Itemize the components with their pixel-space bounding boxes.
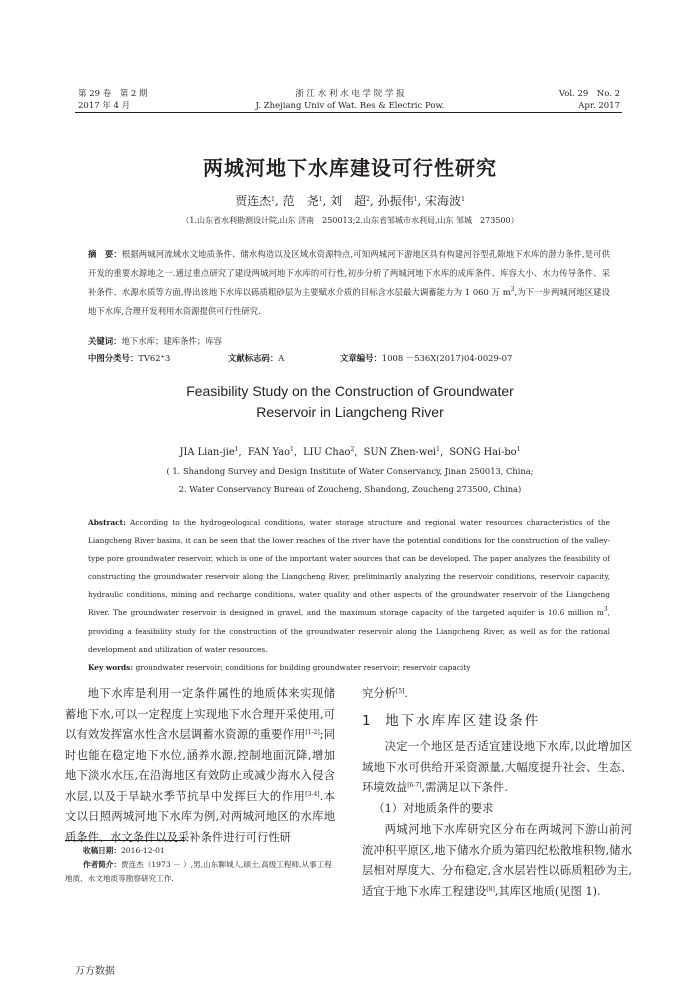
journal-volume-issue: 第 29 卷 第 2 期 2017 年 4 月	[78, 89, 148, 111]
watermark: 万方数据	[75, 966, 115, 977]
author: 宋海波	[425, 194, 462, 208]
journal-volume-en: Vol. 29 No. 2 Apr. 2017	[558, 89, 620, 111]
body-right-paragraph: 决定一个地区是否适宜建设地下水库,以此增加区域地下水可供给开采资源量,大幅度提升社会、生态、环境效益[6-7],需满足以下条件.	[362, 740, 632, 794]
keywords-cn: 关键词：地下水库；建库条件；库容	[88, 336, 222, 346]
paper-title-en: Feasibility Study on the Construction of Groundwater Reservoir in Liangcheng River	[186, 383, 514, 420]
section-heading: 1 地下水库库区建设条件	[362, 713, 541, 729]
author-list-en: JIA Lian-jie$^1$, FAN Yao$^1$, LIU Chao$^2$, SUN Zhen-wei$^1$, SONG Hai-$bo^1$	[179, 446, 521, 458]
paper-title: 两城河地下水库建设可行性研究	[203, 156, 497, 180]
author-list: 贾连杰$^1$, 范 尧$^1$, 刘 超$^2$, 孙振伟$^1$, 宋海波$^1$	[235, 194, 465, 208]
classification-info: 中图分类号：TV62⁺3 文献标志码：A 文章编号：1008 －536X(2017)04-0029-07	[88, 353, 513, 363]
author: 孙振伟	[377, 194, 414, 208]
journal-name: 浙 江 水 利 水 电 学 院 学 报 J. Zhejiang Univ of Wat. Res & Electric Pow.	[255, 89, 445, 111]
abstract-cn: 摘 要：根据两城河流域水文地质条件、储水构造以及区域水资源特点,可知两城河下游地区具有构建河谷型孔隙地下水库的潜力条件,是可供开发的重要水源地之一.通过重点研究了建设两城河地下水库的可行性,初步分析了两城河地下水库的成库条件、库容大小、水力传导条件、采补条件、水源水质等方面,得出该地下水库以砾质粗砂层为主要赋水介质的目标含水层最大调蓄能力为 1 060 万 $m^3$,为下一步两城河地区建设地下水库,合理开发利用水资源提供可行性研究.	[88, 249, 610, 316]
abstract-en: Abstract: According to the hydrogeological conditions, water storage structure and regional water resources characteristics of the Liangcheng River basins, it can be seen that the lower reaches of the river have the potential conditions for the construction of the valley-type pore groundwater reservoir, which is one of the important water sources that can be developed. The paper analyzes the feasibility of constructing the groundwater reservoir along the Liangcheng River, preliminarily analyzing the reservoir conditions, reservoir capacity, hydraulic conditions, mining and recharge conditions, water quality and other aspects of the groundwater reservoir of the Liangcheng River. The groundwater reservoir is designed in gravel, and the maximum storage capacity of the targeted aquifer is 10.6 million $m^3$, providing a feasibility study for the construction of the groundwater reservoir along the Liangcheng River, as well as for the rational development and utilization of water resources. Key words: groundwater reservoir; conditions for building groundwater reservoir; reservoir capacity	[88, 518, 610, 672]
author: 贾连杰	[235, 194, 272, 208]
author: 范 尧	[282, 194, 319, 208]
body-right-continuation: 究分析[5].	[362, 687, 408, 700]
affiliation-en-2: 2. Water Conservancy Bureau of Zoucheng, Shandong, Zoucheng 273500, China)	[178, 484, 522, 494]
body-left-paragraph: 地下水库是利用一定条件属性的地质体来实现储蓄地下水,可以一定程度上实现地下水合理开采使用,可以有效发挥富水性含水层调蓄水资源的重要作用[1-2];同时也能在稳定地下水位,涵养水源,控制地面沉降,增加地下淡水水压,在沿海地区有效防止或减少海水入侵含水层,以及于旱缺水季节抗旱中发挥巨大的作用[3-4].本文以日照两城河地下水库为例,对两城河地区的水库地质条件、水文条件以及采补条件进行可行性研	[65, 687, 336, 844]
affiliation: （1.山东省水利勘测设计院,山东 济南 250013;2.山东省邹城市水利局,山东 邹城 273500）	[181, 216, 519, 225]
header-rule	[75, 112, 622, 113]
author: 刘 超	[330, 194, 367, 208]
keywords-en: groundwater reservoir; conditions for building groundwater reservoir; reservoir capacity	[135, 662, 471, 672]
footnote-rule	[65, 840, 185, 841]
affiliation-en-1: ( 1. Shandong Survey and Design Institute of Water Conservancy, Jinan 250013, China;	[166, 466, 534, 476]
body-right-paragraph-2: 两城河地下水库研究区分布在两城河下游山前河流冲积平原区,地下储水介质为第四纪松散堆积物,储水层相对厚度大、分布稳定,含水层岩性以砾质粗砂为主,适宜于地下水库工程建设[8],其库区地质(见图 1).	[362, 823, 632, 898]
footnote: 收稿日期：2016-12-01 作者简介：贾连杰（1973 － ）,男,山东聊城人,硕士,高级工程师,从事工程地质、水文地质等勘察研究工作.	[65, 846, 332, 883]
keywords-en-label: Key words:	[88, 662, 134, 672]
subsection-heading: （1）对地质条件的要求	[373, 802, 494, 815]
